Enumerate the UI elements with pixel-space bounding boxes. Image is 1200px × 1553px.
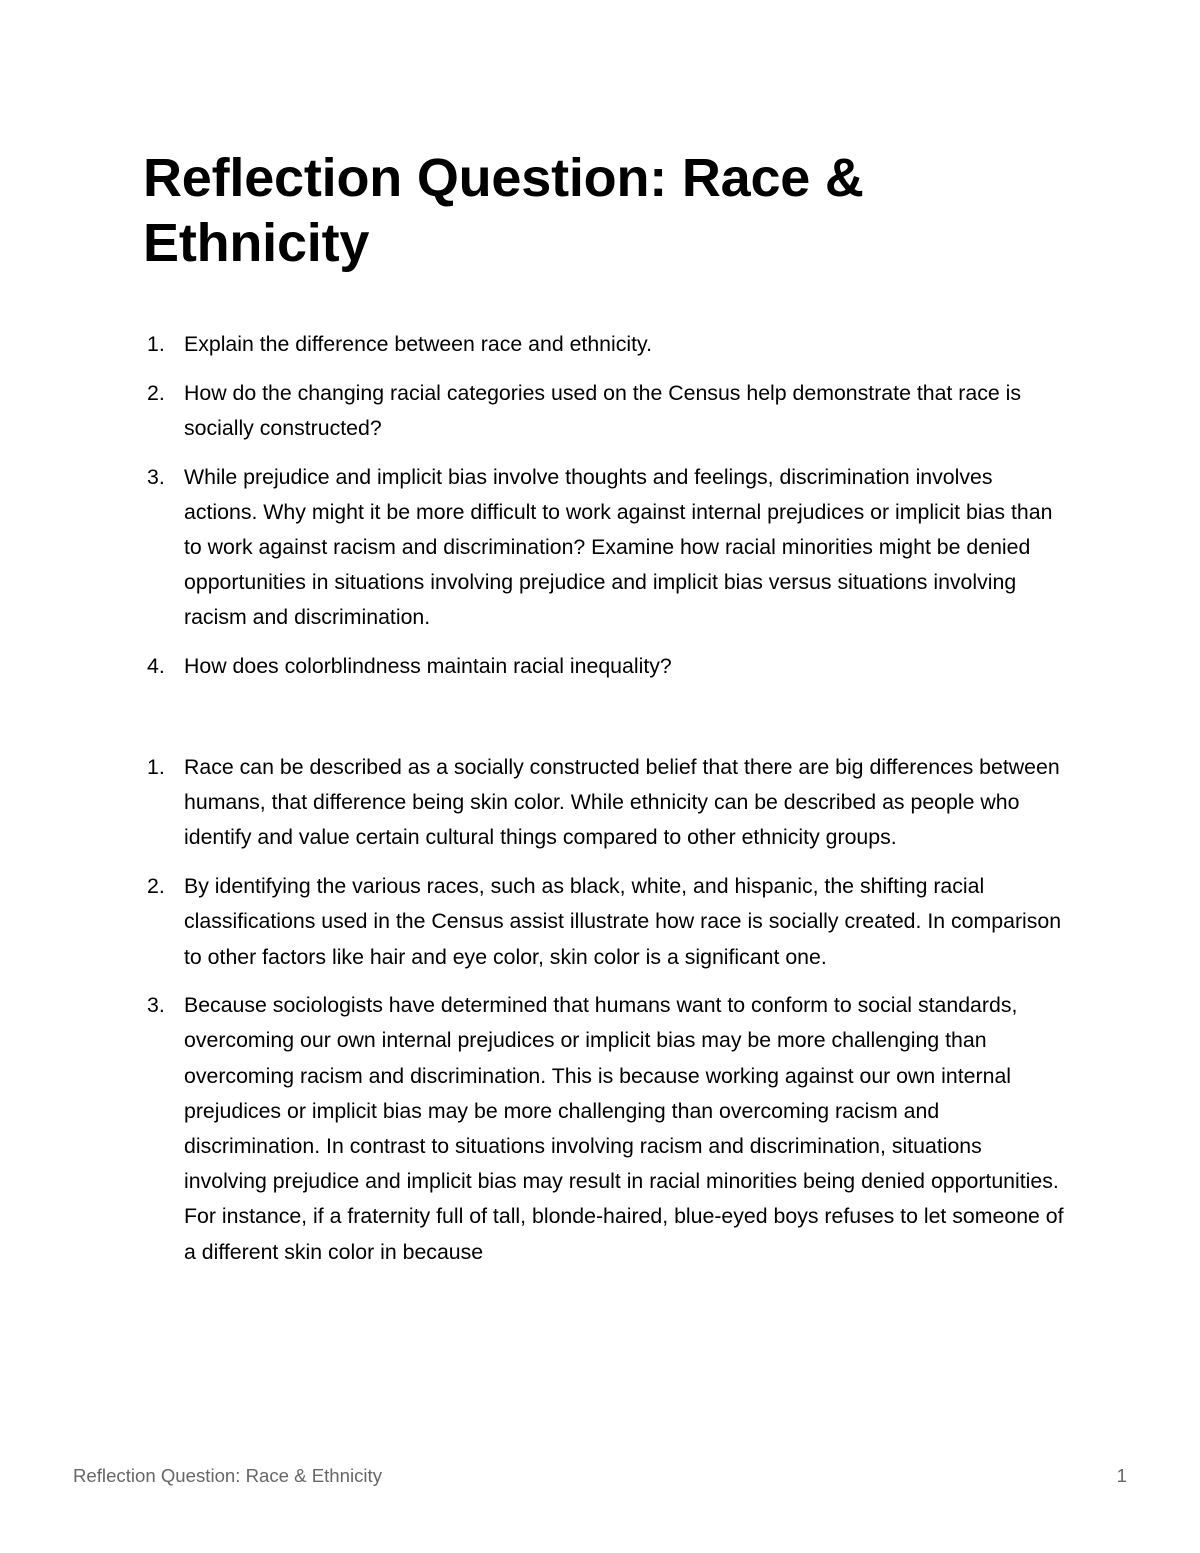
list-item: [147, 750, 1067, 856]
question-text: How do the changing racial categories used on the Census help demonstrate that race is socially constructed?: [184, 380, 1021, 440]
list-number: 1.: [147, 755, 165, 779]
answer-text: Race can be described as a socially constructed belief that there are big differences between humans, that difference being skin color. While ethnicity can be described as people who identify and value certain cultural things compared to other ethnicity groups.: [184, 755, 1060, 850]
question-list: [147, 327, 1067, 698]
answer-text: By identifying the various races, such as black, white, and hispanic, the shifting racial classifications used in the Census assist illustrate how race is socially created. In comparison to other factors like hair and eye color, skin color is a significant one.: [184, 874, 1062, 969]
list-number: 1.: [147, 332, 165, 356]
page-title: Reflection Question: Race & Ethnicity: [143, 148, 864, 273]
list-item: [147, 988, 1067, 1270]
footer-title: Reflection Question: Race & Ethnicity: [73, 1465, 383, 1486]
answer-list: [147, 750, 1067, 1283]
list-number: 3.: [147, 993, 165, 1018]
page-number: 1: [1116, 1465, 1127, 1486]
list-item: [147, 649, 1067, 684]
list-item: [147, 869, 1067, 975]
question-text: Explain the difference between race and ethnicity.: [184, 332, 653, 356]
list-item: [147, 460, 1067, 636]
answer-text: Because sociologists have determined that humans want to conform to social standards, overcoming our own internal prejudices or implicit bias may be more challenging than overcoming racism and discrimination. This is because working against our own internal prejudices or implicit bias may be more challenging than overcoming racism and discrimination. In contrast to situations involving racism and discrimination, situations involving prejudice and implicit bias may result in racial minorities being denied opportunities. For instance, if a fraternity full of tall, blonde-haired, blue-eyed boys refuses to let someone of a different skin color in because: [184, 993, 1064, 1264]
question-text: While prejudice and implicit bias involve thoughts and feelings, discrimination involves actions. Why might it be more difficult to work against internal prejudices or implicit bias than to work against racism and discrimination? Examine how racial minorities might be denied opportunities in situations involving prejudice and implicit bias versus situations involving racism and discrimination.: [184, 464, 1053, 630]
list-number: 2.: [147, 874, 165, 899]
question-text: How does colorblindness maintain racial inequality?: [184, 654, 672, 679]
list-number: 3.: [147, 464, 165, 489]
list-item: [147, 327, 1067, 362]
list-number: 2.: [147, 380, 165, 405]
list-number: 4.: [147, 654, 165, 679]
list-item: [147, 376, 1067, 446]
